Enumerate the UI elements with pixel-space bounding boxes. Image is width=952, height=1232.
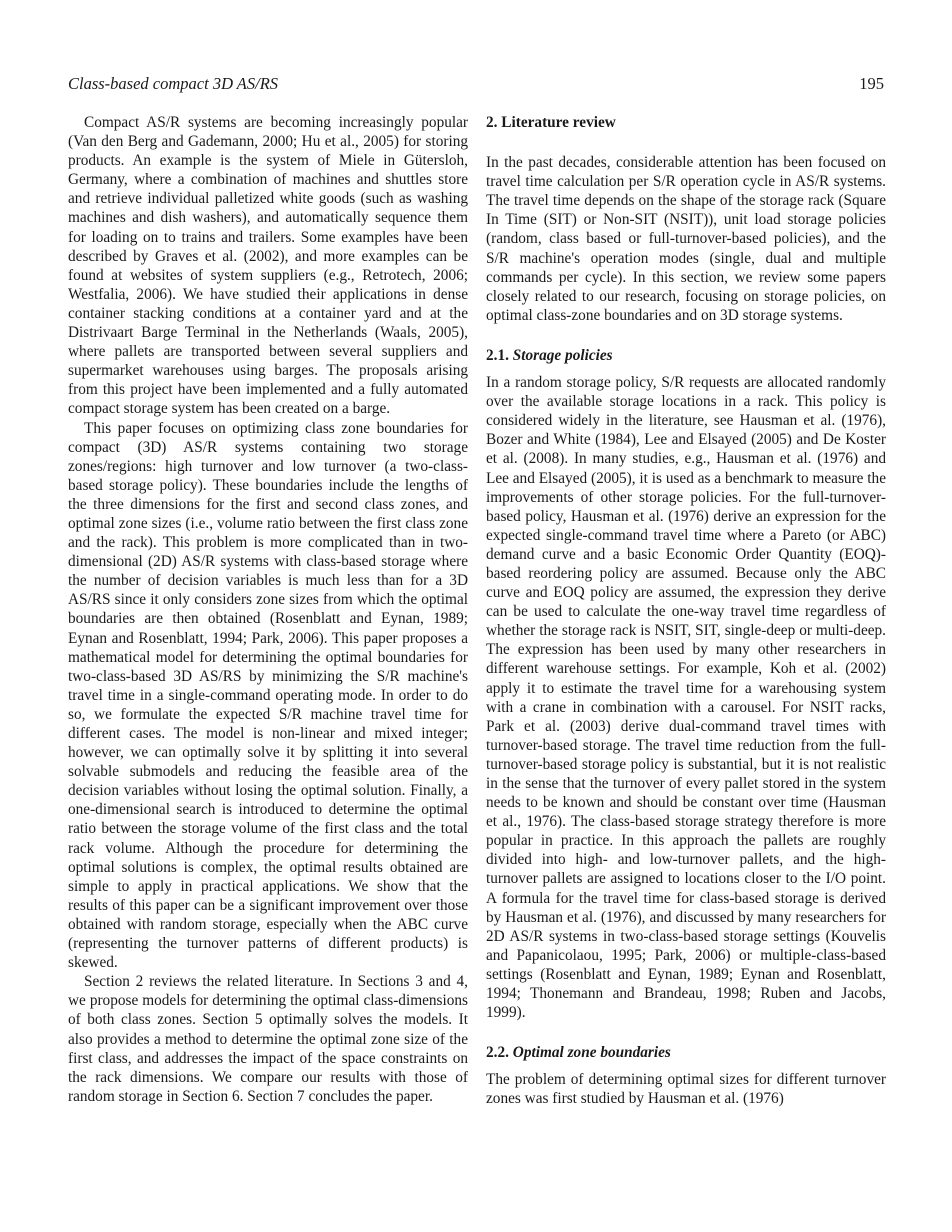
right-column [486, 113, 886, 1109]
intro-paragraph-3: Section 2 reviews the related literature. In Sections 3 and 4, we propose models for determining the optimal class-dimensions of both class zones. Section 5 optimally solves the models. It also provides a method to determine the optimal zone size of the first class, and addresses the impact of the space constraints on the rack dimensions. We compare our results with those of random storage in Section 6. Section 7 concludes the paper. [68, 973, 468, 1105]
running-head [68, 74, 884, 100]
page-number: 195 [859, 74, 884, 93]
running-title: Class-based compact 3D AS/RS [68, 74, 279, 93]
section-heading: 2. Literature review [486, 114, 616, 131]
literature-intro: In the past decades, considerable attention has been focused on travel time calculation per S/R operation cycle in AS/R systems. The travel time depends on the shape of the storage rack (Square In Time (SIT) or Non-SIT (NSIT)), unit load storage policies (random, class based or full-turnover-based policies), and the S/R machine's operation modes (single, dual and multiple commands per cycle). In this section, we review some papers closely related to our research, focusing on storage policies, on optimal class-zone boundaries and on 3D storage systems. [486, 154, 886, 324]
subsection-heading-storage-policies [486, 346, 886, 365]
intro-paragraph-1: Compact AS/R systems are becoming increasingly popular (Van den Berg and Gademann, 2000; Hu et al., 2005) for storing products. An example is the system of Miele in Gütersloh, Germany, where a combination of machines and shuttles store and retrieve individual palletized white goods (such as washing machines and dish washers), and automatically sequence them for loading on to trains and trailers. Some examples have been described by Graves et al. (2002), and more examples can be found at websites of system suppliers (e.g., Retrotech, 2006; Westfalia, 2006). We have studied their applications in dense container stacking conditions at a container yard and at the Distrivaart Barge Terminal in the Netherlands (Waals, 2005), where pallets are transported between several suppliers and supermarket warehouses using barges. The proposals arising from this project have been implemented and a fully automated compact storage system has been created on a barge. [68, 114, 468, 418]
subsection-heading-optimal-zone-boundaries [486, 1043, 886, 1062]
storage-policies-text: In a random storage policy, S/R requests are allocated randomly over the available storage locations in a rack. This policy is considered widely in the literature, see Hausman et al. (1976), Bozer and White (1984), Lee and Elsayed (2005) and De Koster et al. (2008). In many studies, e.g., Hausman et al. (1976) and Lee and Elsayed (2005), it is used as a benchmark to measure the improvements of other storage policies. For the full-turnover-based policy, Hausman et al. (1976) derive an expression for the expected single-command travel time where a Pareto (or ABC) demand curve and a basic Economic Order Quantity (EOQ)-based reordering policy are assumed. Because only the ABC curve and EOQ policy are assumed, the expression they derive can be used to calculate the one-way travel time regardless of whether the storage rack is NSIT, SIT, single-deep or multi-deep. The expression has been used by many other researchers in different warehouse settings. For example, Koh et al. (2002) apply it to estimate the travel time for a warehousing system with a crane in combination with a carousel. For NSIT racks, Park et al. (2003) derive dual-command travel times with turnover-based storage. The travel time reduction from the full-turnover-based storage policy is substantial, but it is not realistic in the sense that the turnover of every pallet stored in the system needs to be known and should be constant over time (Hausman et al., 1976). The class-based storage strategy therefore is more popular in practice. In this approach the pallets are roughly divided into high- and low-turnover pallets, and the high-turnover pallets are assigned to locations closer to the I/O point. A formula for the travel time for class-based storage is derived by Hausman et al. (1976), and discussed by many researchers for 2D AS/R systems in two-class-based storage settings (Kouvelis and Papanicolaou, 1995; Park, 2006) or multiple-class-based settings (Rosenblatt and Eynan, 1989; Eynan and Rosenblatt, 1994; Thonemann and Brandeau, 1998; Ruben and Jacobs, 1999). [486, 374, 886, 1022]
subsection-title: Optimal zone boundaries [512, 1044, 671, 1062]
left-column [68, 113, 468, 1106]
subsection-title: Storage policies [512, 346, 613, 364]
subsection-number: 2.2. [486, 1044, 509, 1062]
subsection-number: 2.1. [486, 346, 509, 364]
intro-paragraph-2: This paper focuses on optimizing class zone boundaries for compact (3D) AS/R systems containing two storage zones/regions: high turnover and low turnover (a two-class-based storage policy). These boundaries include the lengths of the three dimensions for the first and second class zones, and optimal zone sizes (i.e., volume ratio between the first class zone and the rack). This problem is more complicated than in two-dimensional (2D) AS/R systems with class-based storage where the number of decision variables is much less than for a 3D AS/RS since it only considers zone sizes from which the optimal boundaries are then obtained (Rosenblatt and Eynan, 1989; Eynan and Rosenblatt, 1994; Park, 2006). This paper proposes a mathematical model for determining the optimal boundaries for two-class-based 3D AS/RS by minimizing the S/R machine's travel time in a single-command operating mode. In order to do so, we formulate the expected S/R machine travel time for different cases. The model is non-linear and mixed integer; however, we can optimally solve it by splitting it into several solvable submodels and reducing the feasible area of the decision variables without losing the optimal solution. Finally, a one-dimensional search is introduced to determine the optimal ratio between the storage volume of the first class and the total rack volume. Although the procedure for determining the optimal solutions is complex, the optimal results obtained are simple to apply in practical applications. We show that the results of this paper can be a significant improvement over those obtained with random storage, especially when the ABC curve (representing the turnover patterns of different products) is skewed. [68, 419, 468, 972]
optimal-zone-boundaries-text: The problem of determining optimal sizes for different turnover zones was first studied by Hausman et al. (1976) [486, 1071, 886, 1108]
